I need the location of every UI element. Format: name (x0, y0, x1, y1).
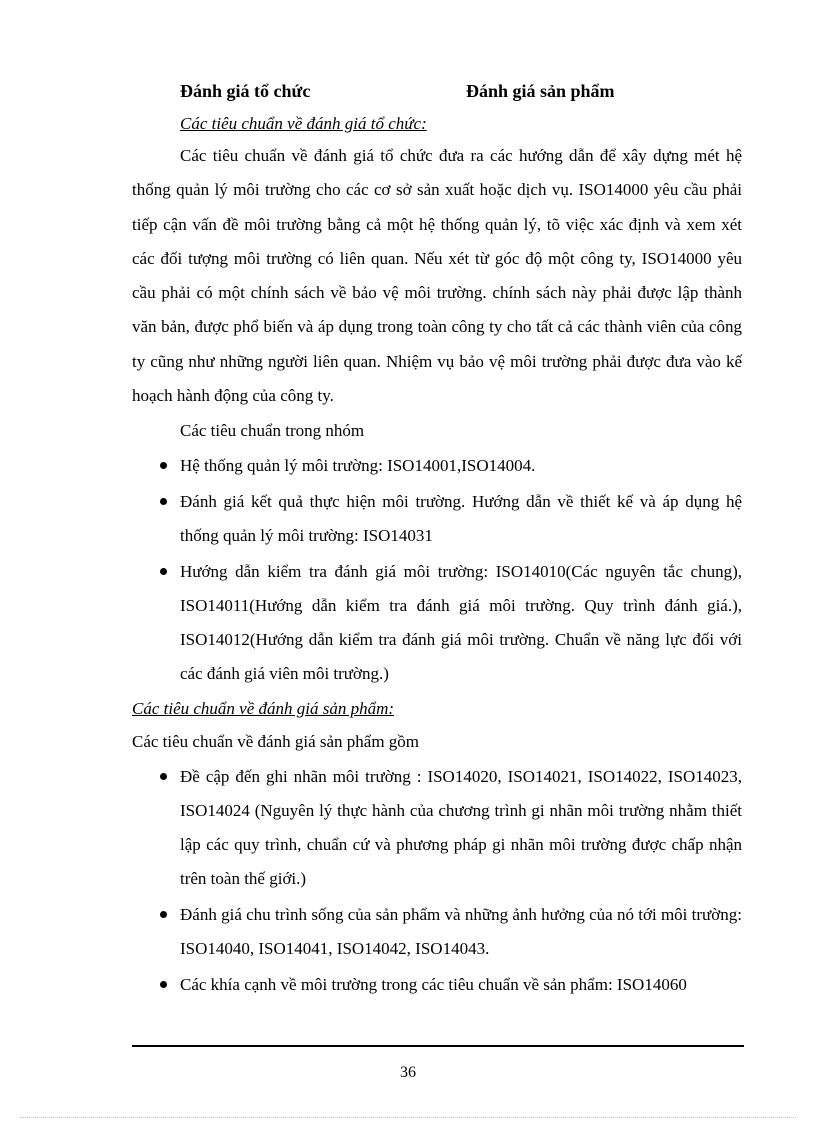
product-standards-list (132, 760, 742, 1002)
comparison-headings (132, 74, 742, 108)
list-item-text: Hướng dẫn kiểm tra đánh giá môi trường: ISO14010(Các nguyên tắc chung), ISO14011(Hướng dẫn kiểm tra đánh giá môi trường. Quy trình đánh giá.), ISO14012(Hướng dẫn kiểm tra đánh giá môi trường. Chuẩn về năng lực đối với các đánh giá viên môi trường.) (180, 562, 742, 684)
footer-divider (132, 1045, 744, 1047)
bullet-icon (160, 568, 167, 575)
list-item-text: Đánh giá kết quả thực hiện môi trường. Hướng dẫn về thiết kế và áp dụng hệ thống quản lý môi trường: ISO14031 (180, 492, 742, 546)
section-product-intro: Các tiêu chuẩn về đánh giá sản phẩm gồm (132, 732, 420, 752)
list-item (132, 485, 742, 553)
bullet-icon (160, 462, 167, 469)
heading-organization-assessment: Đánh giá tổ chức (180, 81, 311, 101)
list-item (132, 898, 742, 966)
bullet-icon (160, 498, 167, 505)
list-item (132, 760, 742, 896)
group-intro: Các tiêu chuẩn trong nhóm (180, 421, 365, 441)
list-item-text: Hệ thống quản lý môi trường: ISO14001,ISO14004. (180, 456, 536, 476)
list-item-text: Đánh giá chu trình sống của sản phẩm và những ảnh hưởng của nó tới môi trường: ISO14040, ISO14041, ISO14042, ISO14043. (180, 905, 742, 959)
heading-product-assessment: Đánh giá sản phẩm (466, 81, 615, 101)
page-edge-divider (20, 1117, 796, 1118)
list-item (132, 449, 742, 483)
list-item-text: Các khía cạnh về môi trường trong các tiêu chuẩn về sản phẩm: ISO14060 (180, 975, 687, 995)
section-product-title: Các tiêu chuẩn về đánh giá sản phẩm: (132, 699, 395, 719)
bullet-icon (160, 981, 167, 988)
page-number: 36 (400, 1064, 416, 1081)
section-organization-paragraph: Các tiêu chuẩn về đánh giá tổ chức đưa ra các hướng dẫn để xây dựng mét hệ thống quản lý môi trường cho các cơ sở sản xuất hoặc dịch vụ. ISO14000 yêu cầu phải tiếp cận vấn đề môi trường bằng cả một hệ thống quản lý, tõ việc xác định và xem xét các đối tượng môi trường có liên quan. Nếu xét từ góc độ một công ty, ISO14000 yêu cầu phải có một chính sách về bảo vệ môi trường. chính sách này phải được lập thành văn bản, được phổ biến và áp dụng trong toàn công ty cho tất cả các thành viên của công ty cũng như những người liên quan. Nhiệm vụ bảo vệ môi trường phải được đưa vào kế hoạch hành động của công ty. (132, 146, 742, 406)
list-item (132, 968, 742, 1002)
section-organization-title: Các tiêu chuẩn về đánh giá tổ chức: (180, 114, 427, 133)
list-item-text: Đề cập đến ghi nhãn môi trường : ISO14020, ISO14021, ISO14022, ISO14023, ISO14024 (Nguyên lý thực hành của chương trình gi nhãn môi trường nhằm thiết lập các quy trình, chuẩn cứ và phương pháp gi nhãn môi trường được chấp nhận trên toàn thế giới.) (180, 767, 742, 889)
bullet-icon (160, 911, 167, 918)
page-content (132, 74, 742, 1004)
organization-standards-list (132, 449, 742, 691)
bullet-icon (160, 773, 167, 780)
list-item (132, 555, 742, 691)
